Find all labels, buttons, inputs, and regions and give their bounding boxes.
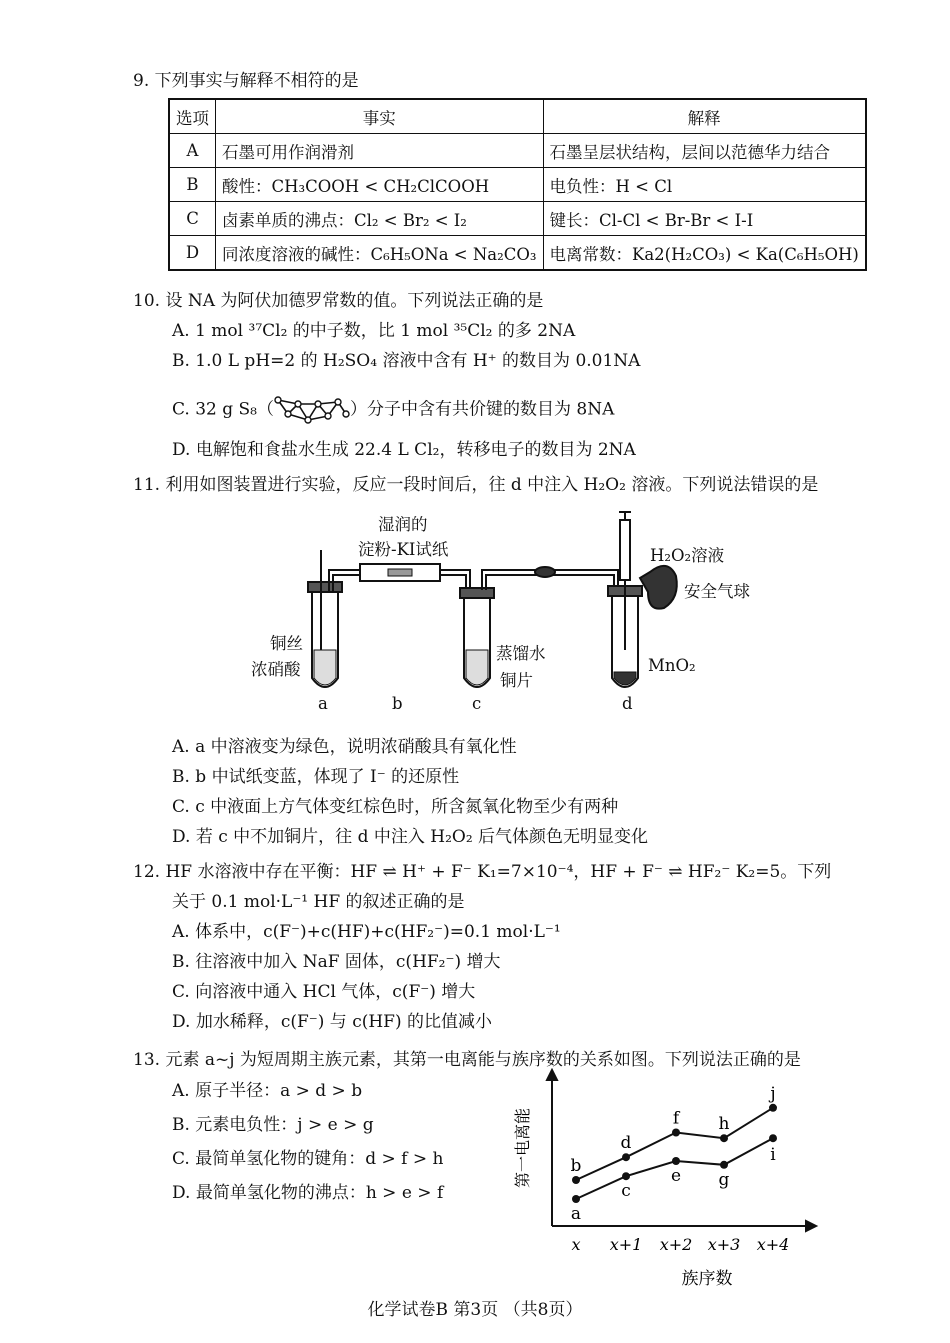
data-point-h bbox=[720, 1134, 728, 1142]
q12-option-d: D. 加水稀释，c(F⁻) 与 c(HF) 的比值减小 bbox=[172, 1012, 493, 1032]
x-axis-label: 族序数 bbox=[681, 1269, 733, 1289]
q11-option-b: B. b 中试纸变蓝，体现了 I⁻ 的还原性 bbox=[172, 767, 460, 787]
s8-ring-icon bbox=[274, 392, 350, 428]
tag-c: c bbox=[472, 694, 482, 713]
row-explain: 键长：Cl-Cl < Br-Br < I-I bbox=[543, 202, 866, 236]
label-paper-2: 淀粉-KI试纸 bbox=[358, 540, 449, 559]
label-cu: 铜片 bbox=[500, 671, 533, 690]
table-header-row bbox=[169, 99, 866, 134]
data-point-b bbox=[572, 1176, 580, 1184]
row-fact: 卤素单质的沸点：Cl₂ < Br₂ < I₂ bbox=[216, 202, 544, 236]
data-point-e bbox=[672, 1157, 680, 1165]
label-water: 蒸馏水 bbox=[496, 644, 546, 663]
x-axis-arrow bbox=[806, 1221, 816, 1231]
point-label-a: a bbox=[570, 1204, 582, 1224]
q11-stem: 11. 利用如图装置进行实验，反应一段时间后，往 d 中注入 H₂O₂ 溶液。下列说法错误的是 bbox=[133, 475, 819, 495]
q10-option-c-post: ）分子中含有共价键的数目为 8NA bbox=[350, 399, 615, 420]
point-label-d: d bbox=[620, 1133, 632, 1154]
label-h2o2: H₂O₂溶液 bbox=[650, 546, 725, 565]
q11-option-c: C. c 中液面上方气体变红棕色时，所含氮氧化物至少有两种 bbox=[172, 797, 619, 817]
data-point-d bbox=[622, 1153, 630, 1161]
header-fact: 事实 bbox=[216, 99, 544, 134]
label-wire: 铜丝 bbox=[270, 634, 303, 653]
point-label-e: e bbox=[670, 1166, 682, 1186]
point-label-h: h bbox=[718, 1114, 730, 1135]
q10-option-c-pre: C. 32 g S₈（ bbox=[172, 399, 274, 420]
q12-option-c: C. 向溶液中通入 HCl 气体，c(F⁻) 增大 bbox=[172, 982, 476, 1002]
q11-option-a: A. a 中溶液变为绿色，说明浓硝酸具有氧化性 bbox=[172, 737, 517, 757]
q9-table bbox=[168, 98, 867, 271]
q12-stem-line1: 12. HF 水溶液中存在平衡：HF ⇌ H⁺ + F⁻ K₁=7×10⁻⁴，HF + F⁻ ⇌ HF₂⁻ K₂=5。下列 bbox=[133, 862, 832, 882]
row-option: B bbox=[169, 168, 216, 202]
x-tick-label: x+3 bbox=[707, 1235, 741, 1254]
row-explain: 电离常数：Ka2(H₂CO₃) < Ka(C₆H₅OH) bbox=[543, 236, 866, 271]
point-label-j: j bbox=[770, 1083, 776, 1104]
q13-option-b: B. 元素电负性：j > e > g bbox=[172, 1115, 374, 1135]
x-tick-label: x+4 bbox=[756, 1235, 790, 1254]
row-fact: 酸性：CH₃COOH < CH₂ClCOOH bbox=[216, 168, 544, 202]
data-point-a bbox=[572, 1195, 580, 1203]
q10-stem: 10. 设 NA 为阿伏加德罗常数的值。下列说法正确的是 bbox=[133, 291, 544, 311]
row-option: A bbox=[169, 134, 216, 168]
row-fact: 同浓度溶液的碱性：C₆H₅ONa < Na₂CO₃ bbox=[216, 236, 544, 271]
label-acid: 浓硝酸 bbox=[251, 660, 301, 679]
point-label-f: f bbox=[672, 1108, 680, 1129]
q12-option-b: B. 往溶液中加入 NaF 固体，c(HF₂⁻) 增大 bbox=[172, 952, 501, 972]
q12-stem-line2: 关于 0.1 mol·L⁻¹ HF 的叙述正确的是 bbox=[172, 892, 465, 912]
point-label-i: i bbox=[770, 1145, 776, 1166]
header-explain: 解释 bbox=[543, 99, 866, 134]
q13-stem: 13. 元素 a~j 为短周期主族元素，其第一电离能与族序数的关系如图。下列说法正确的是 bbox=[133, 1050, 801, 1070]
row-fact: 石墨可用作润滑剂 bbox=[216, 134, 544, 168]
apparatus-diagram bbox=[0, 500, 950, 720]
tag-d: d bbox=[622, 694, 633, 713]
data-point-f bbox=[672, 1129, 680, 1137]
table-row bbox=[169, 236, 866, 271]
q10-option-a: A. 1 mol ³⁷Cl₂ 的中子数，比 1 mol ³⁵Cl₂ 的多 2NA bbox=[172, 321, 576, 341]
point-label-g: g bbox=[718, 1169, 730, 1190]
label-mno2: MnO₂ bbox=[648, 656, 696, 675]
tag-a: a bbox=[318, 694, 328, 713]
q12-option-a: A. 体系中，c(F⁻)+c(HF)+c(HF₂⁻)=0.1 mol·L⁻¹ bbox=[172, 922, 561, 942]
header-option: 选项 bbox=[169, 99, 216, 134]
point-label-b: b bbox=[570, 1156, 582, 1176]
q9-stem: 9. 下列事实与解释不相符的是 bbox=[133, 71, 359, 91]
x-tick-label: x+2 bbox=[659, 1235, 693, 1254]
page-footer: 化学试卷B 第3页 （共8页） bbox=[367, 1300, 583, 1320]
row-option: D bbox=[169, 236, 216, 271]
q13-option-c: C. 最简单氢化物的键角：d > f > h bbox=[172, 1149, 444, 1169]
row-option: C bbox=[169, 202, 216, 236]
x-tick-label: x+1 bbox=[609, 1235, 643, 1254]
q10-option-d: D. 电解饱和食盐水生成 22.4 L Cl₂，转移电子的数目为 2NA bbox=[172, 440, 636, 460]
data-point-c bbox=[622, 1172, 630, 1180]
q11-option-d: D. 若 c 中不加铜片，往 d 中注入 H₂O₂ 后气体颜色无明显变化 bbox=[172, 827, 649, 847]
data-point-j bbox=[769, 1104, 777, 1112]
tag-b: b bbox=[392, 694, 403, 713]
data-point-g bbox=[720, 1161, 728, 1169]
point-label-c: c bbox=[621, 1181, 631, 1202]
table-row bbox=[169, 202, 866, 236]
x-tick-label: x bbox=[571, 1235, 581, 1254]
row-explain: 电负性：H < Cl bbox=[543, 168, 866, 202]
label-balloon: 安全气球 bbox=[684, 582, 750, 601]
q10-option-b: B. 1.0 L pH=2 的 H₂SO₄ 溶液中含有 H⁺ 的数目为 0.01NA bbox=[172, 351, 641, 371]
table-row bbox=[169, 134, 866, 168]
y-axis-label: 第一电离能 bbox=[513, 1107, 532, 1189]
label-paper-1: 湿润的 bbox=[378, 515, 428, 534]
q13-option-a: A. 原子半径：a > d > b bbox=[172, 1081, 363, 1101]
q13-option-d: D. 最简单氢化物的沸点：h > e > f bbox=[172, 1183, 444, 1203]
row-explain: 石墨呈层状结构，层间以范德华力结合 bbox=[543, 134, 866, 168]
q10-option-c bbox=[172, 392, 614, 428]
data-point-i bbox=[769, 1134, 777, 1142]
ionization-energy-chart bbox=[510, 1068, 830, 1293]
table-row bbox=[169, 168, 866, 202]
y-axis-arrow bbox=[547, 1070, 557, 1080]
